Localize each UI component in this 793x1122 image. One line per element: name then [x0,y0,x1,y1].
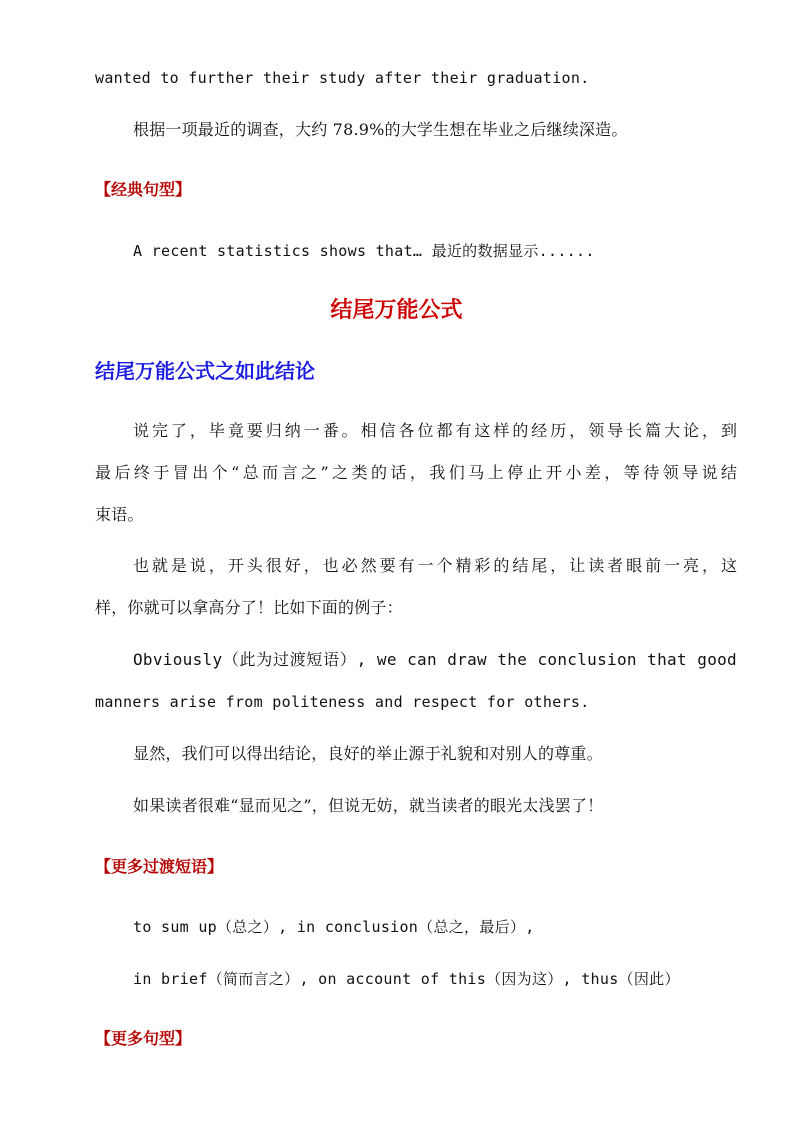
tag-more-sentences: 【更多句型】 [95,1029,192,1048]
paragraph-line: 束语。 [95,505,144,524]
tag-more-phrases: 【更多过渡短语】 [95,857,224,876]
paragraph-line: 显然，我们可以得出结论，良好的举止源于礼貌和对别人的尊重。 [133,744,603,763]
paragraph-line: 样，你就可以拿高分了！比如下面的例子： [95,598,403,617]
paragraph-line: manners arise from politeness and respect for others. [95,693,590,711]
paragraph-line: Obviously（此为过渡短语）, we can draw the conclusion that good [133,650,737,669]
paragraph-line: in brief（简而言之）, on account of this（因为这）, thus（因此） [133,970,680,988]
text-line-survey-cn: 根据一项最近的调查，大约 78.9%的大学生想在毕业之后继续深造。 [133,120,628,139]
text-line-graduation: wanted to further their study after their graduation. [95,69,590,87]
section-subheading: 结尾万能公式之如此结论 [95,359,315,383]
paragraph-line: 也就是说，开头很好，也必然要有一个精彩的结尾，让读者眼前一亮，这 [133,556,737,575]
paragraph-line: 说完了，毕竟要归纳一番。相信各位都有这样的经历，领导长篇大论，到 [133,421,737,440]
paragraph-line: 最后终于冒出个“总而言之”之类的话，我们马上停止开小差，等待领导说结 [95,463,737,482]
tag-classic-sentence: 【经典句型】 [95,180,192,199]
paragraph-line: to sum up（总之）, in conclusion（总之，最后）, [133,918,535,936]
section-heading: 结尾万能公式 [330,298,463,323]
paragraph-line: 如果读者很难“显而见之”，但说无妨，就当读者的眼光太浅罢了！ [133,796,604,815]
text-line-statistics: A recent statistics shows that… 最近的数据显示...... [133,242,595,260]
